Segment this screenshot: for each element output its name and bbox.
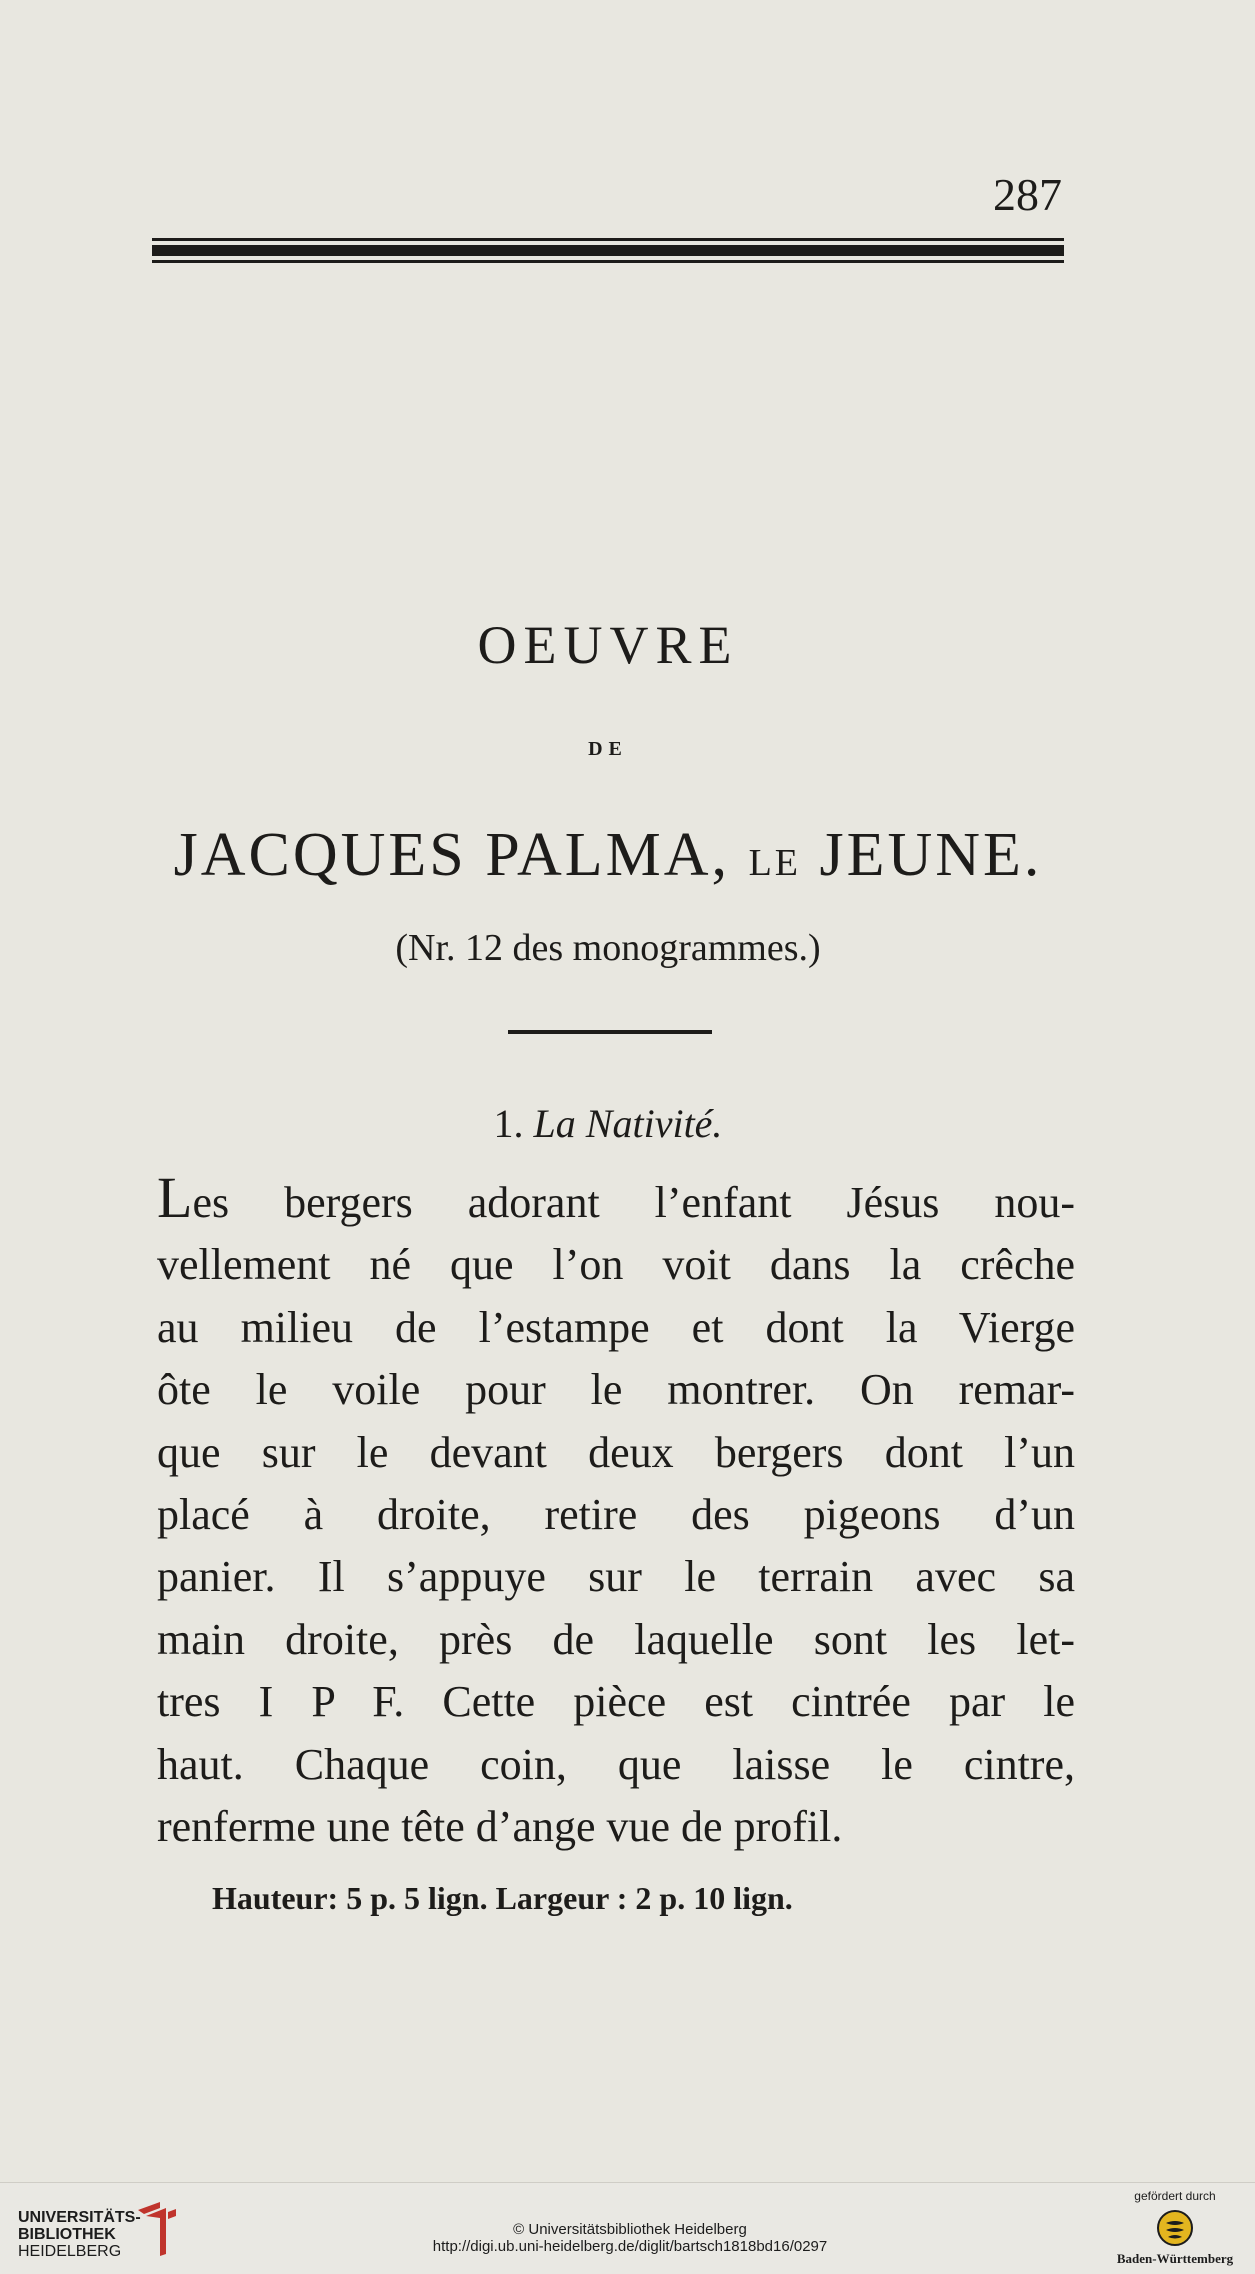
page-number: 287 (993, 169, 1062, 220)
artist-name-main: JACQUES PALMA, (173, 821, 731, 889)
description-line: main droite, près de laquelle sont les let- (157, 1614, 1075, 1664)
description-line: tres I P F. Cette pièce est cintrée par le (157, 1677, 1075, 1727)
entry-number: 1. (493, 1101, 524, 1146)
state-coat-of-arms-icon (1156, 2209, 1194, 2247)
artist-name-end: JEUNE. (819, 821, 1043, 889)
copyright-text: © Universitätsbibliothek Heidelberg (513, 2221, 747, 2238)
artist-name-particle: LE (748, 842, 801, 884)
viewer-footer (0, 2182, 1255, 2274)
monogram-note: (Nr. 12 des monogrammes.) (395, 927, 821, 969)
funded-by-label: gefördert durch (1134, 2189, 1216, 2203)
sponsor-block (1100, 2189, 1250, 2267)
entry-description (157, 1165, 1075, 1858)
description-line: vellement né que l’on voit dans la crêche (157, 1240, 1075, 1290)
artist-name (152, 820, 1064, 891)
description-line: placé à droite, retire des pigeons d’un (157, 1489, 1075, 1539)
library-name-line: BIBLIOTHEK (18, 2226, 116, 2243)
library-city: HEIDELBERG (18, 2243, 122, 2260)
description-line: Les bergers adorant l’enfant Jésus nou- (157, 1165, 1075, 1230)
entry-title (152, 1100, 1064, 1147)
copyright-block (330, 2221, 930, 2255)
heading-preposition: DE (588, 738, 628, 760)
library-name-line: UNIVERSITÄTS- (18, 2209, 141, 2226)
description-line: au milieu de l’estampe et dont la Vierge (157, 1302, 1075, 1352)
entry-title-text: La Nativité. (533, 1101, 723, 1146)
section-divider (508, 1030, 712, 1034)
description-line: panier. Il s’appuye sur le terrain avec sa (157, 1552, 1075, 1602)
section-heading: OEUVRE (477, 615, 739, 675)
sponsor-name: Baden-Württemberg (1116, 2251, 1234, 2266)
dimensions: Hauteur: 5 p. 5 lign. Largeur : 2 p. 10 lign. (212, 1880, 793, 1916)
library-logo-icon (132, 2198, 178, 2258)
library-logo[interactable] (18, 2209, 141, 2260)
description-line: ôte le voile pour le montrer. On remar- (157, 1365, 1075, 1415)
description-line: renferme une tête d’ange vue de profil. (157, 1801, 843, 1851)
drop-cap: L (157, 1165, 193, 1230)
permalink[interactable]: http://digi.ub.uni-heidelberg.de/diglit/bartsch1818bd16/0297 (432, 2238, 828, 2255)
description-line: que sur le devant deux bergers dont l’un (157, 1427, 1075, 1477)
description-line: haut. Chaque coin, que laisse le cintre, (157, 1739, 1075, 1789)
header-double-rule (152, 238, 1064, 264)
